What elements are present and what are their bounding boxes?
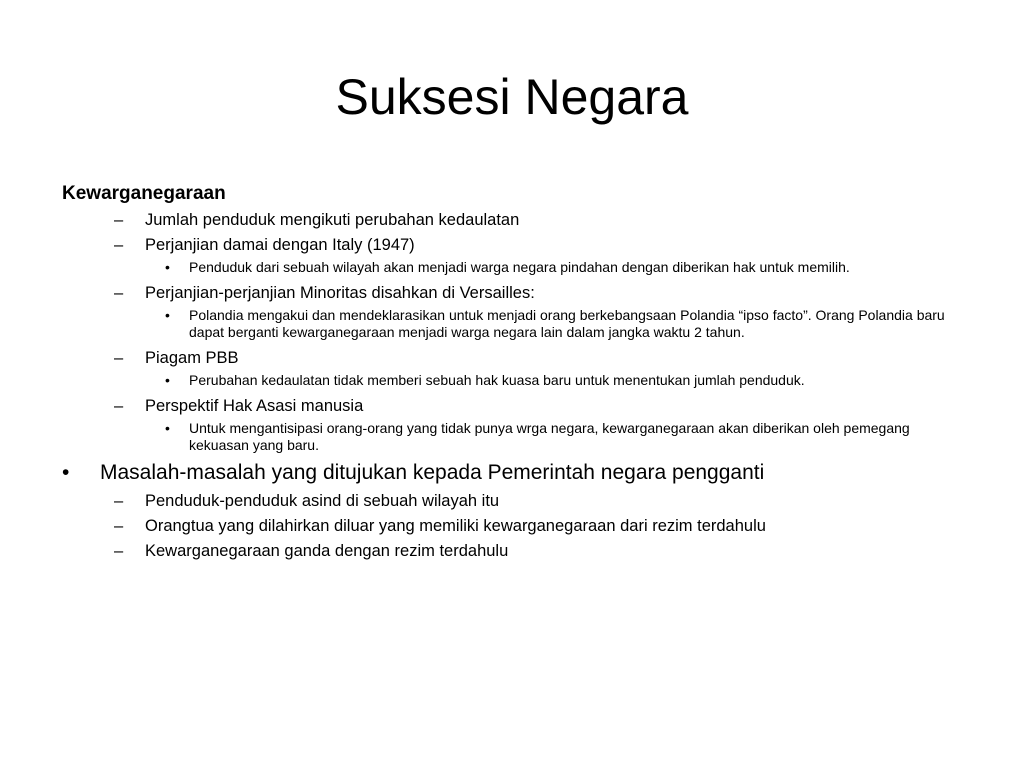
list-item-text: Jumlah penduduk mengikuti perubahan kedaulatan (145, 211, 520, 229)
dash-bullet: – (114, 349, 124, 367)
sub-list-item (62, 420, 959, 454)
list-item-text: Perjanjian damai dengan Italy (1947) (145, 236, 415, 254)
dot-bullet: • (165, 259, 170, 275)
list-item (62, 208, 962, 233)
dash-bullet: – (114, 517, 124, 535)
list-item (62, 539, 962, 564)
bullet-item-text: Masalah-masalah yang ditujukan kepada Pemerintah negara pengganti (100, 461, 765, 484)
list-item (62, 394, 962, 419)
list-item-text: Penduduk-penduduk asind di sebuah wilayah itu (145, 492, 500, 510)
list-item (62, 233, 962, 258)
dash-bullet: – (114, 236, 124, 254)
list-item (62, 281, 962, 306)
dot-bullet: • (165, 420, 170, 436)
list-item-text: Orangtua yang dilahirkan diluar yang memiliki kewarganegaraan dari rezim terdahulu (145, 517, 766, 535)
list-item-text: Perspektif Hak Asasi manusia (145, 397, 364, 415)
dash-bullet: – (114, 397, 124, 415)
dash-bullet: – (114, 542, 124, 560)
list-item (62, 346, 962, 371)
list-item-text: Perjanjian-perjanjian Minoritas disahkan di Versailles: (145, 284, 535, 302)
sub-list-item (62, 372, 959, 389)
slide-content (62, 180, 962, 564)
list-item-text: Kewarganegaraan ganda dengan rezim terdahulu (145, 542, 509, 560)
slide-title: Suksesi Negara (335, 69, 689, 125)
dot-bullet: • (165, 372, 170, 388)
list-item-text: Piagam PBB (145, 349, 239, 367)
list-item (62, 514, 962, 539)
sub-list-item-text: Polandia mengakui dan mendeklarasikan untuk menjadi orang berkebangsaan Polandia “ipso facto”. Orang Polandia baru dapat berganti kewarganegaraan menjadi warga negara lain dalam jangka waktu 2 tahun. (189, 307, 945, 340)
dash-bullet: – (114, 492, 124, 510)
dot-bullet: • (165, 307, 170, 323)
dash-bullet: – (114, 284, 124, 302)
sub-list-item-text: Penduduk dari sebuah wilayah akan menjadi warga negara pindahan dengan diberikan hak untuk memilih. (189, 259, 850, 275)
sub-list-item (62, 259, 959, 276)
sub-list-item-text: Untuk mengantisipasi orang-orang yang tidak punya wrga negara, kewarganegaraan akan diberikan oleh pemegang kekuasan yang baru. (189, 420, 910, 453)
dot-bullet: • (62, 461, 70, 484)
bullet-item-masalah (62, 459, 962, 487)
sub-list-item (62, 307, 959, 341)
heading-kewarganegaraan: Kewarganegaraan (62, 183, 226, 204)
list-item (62, 489, 962, 514)
sub-list-item-text: Perubahan kedaulatan tidak memberi sebuah hak kuasa baru untuk menentukan jumlah penduduk. (189, 372, 805, 388)
dash-bullet: – (114, 211, 124, 229)
